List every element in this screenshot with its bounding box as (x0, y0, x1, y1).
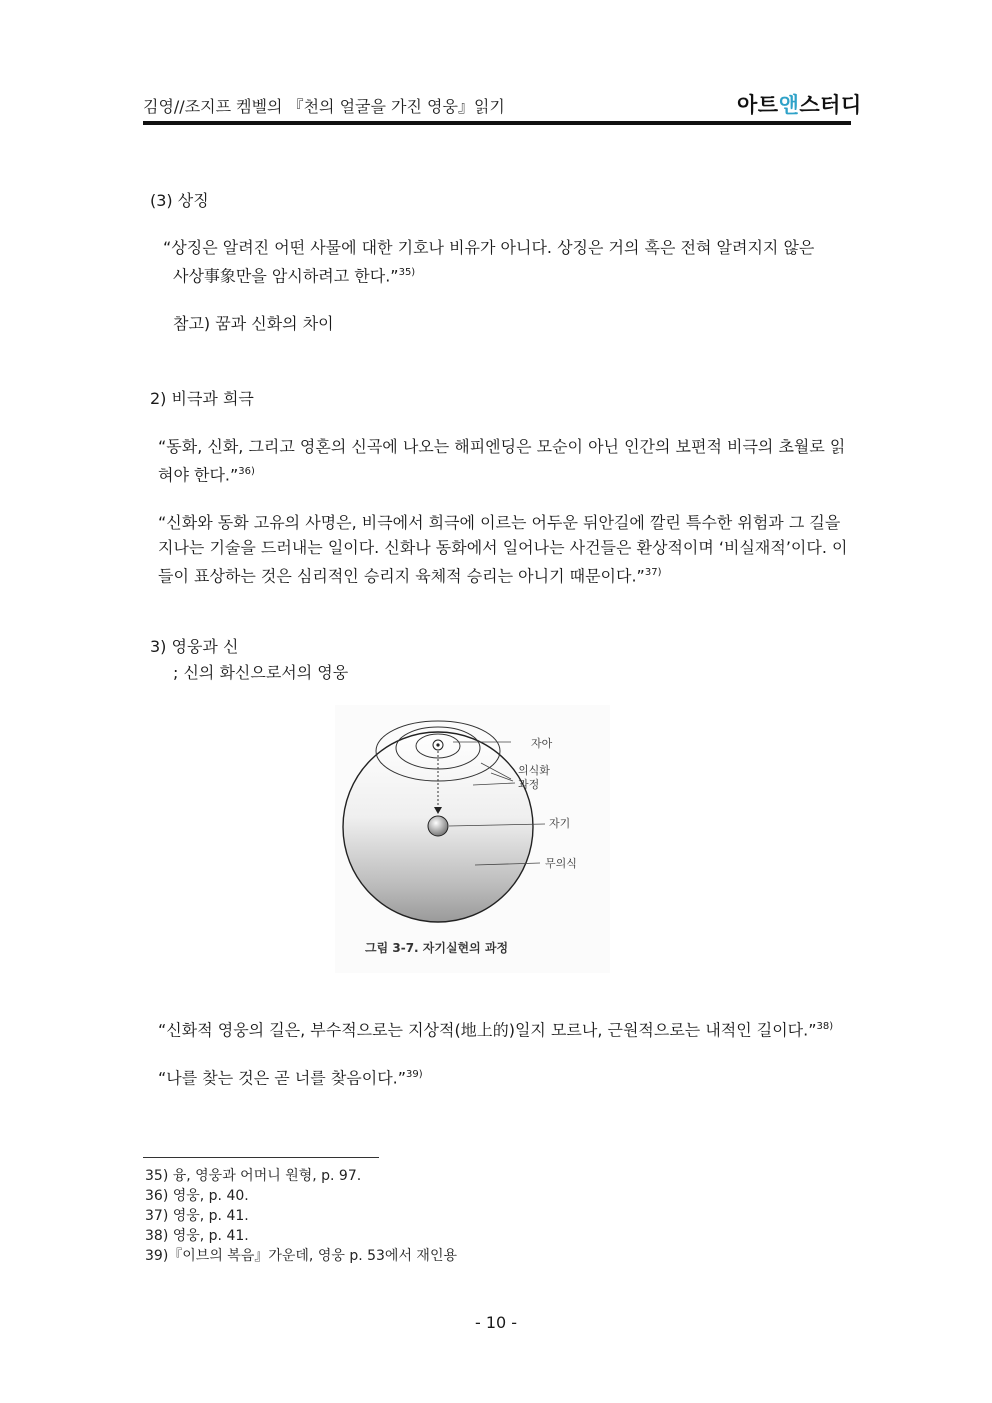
footnote-38: 38) 영웅, p. 41. (145, 1228, 249, 1244)
footnote-37: 37) 영웅, p. 41. (145, 1208, 249, 1224)
document-header-title: 김영//조지프 켐벨의 『천의 얼굴을 가진 영웅』읽기 (143, 97, 505, 116)
section-heading-hero: 3) 영웅과 신 (150, 637, 239, 656)
footnote-ref-38: 38) (816, 1021, 834, 1032)
quote-mission-line-3 (158, 560, 661, 588)
footnote-ref-35: 35) (398, 267, 416, 278)
quote-symbol-line-1: “상징은 알려진 어떤 사물에 대한 기호나 비유가 아니다. 상징은 거의 혹은 전혀 알려지지 않은 (163, 238, 815, 257)
footnote-ref-39: 39) (406, 1069, 423, 1080)
logo-text-2: 스터디 (799, 93, 862, 117)
quote-hero-path-text: “신화적 영웅의 길은, 부수적으로는 지상적(地上的)일지 모르나, 근원적으로는 내적인 길이다.” (158, 1020, 817, 1040)
quote-happy-ending-line-1: “동화, 신화, 그리고 영혼의 신곡에 나오는 해피엔딩은 모순이 아닌 인간의 보편적 비극의 초월로 읽 (158, 437, 846, 456)
quote-symbol-text: 사상事象만을 암시하려고 한다.” (173, 266, 399, 286)
header-divider (143, 121, 851, 125)
label-conscious-1: 의식화 (518, 764, 550, 777)
quote-symbol-line-2 (173, 260, 415, 288)
logo-text-accent: 앤 (778, 93, 800, 117)
quote-mission-line-1: “신화와 동화 고유의 사명은, 비극에서 희극에 이르는 어두운 뒤안길에 깔린 특수한 위험과 그 길을 (158, 513, 841, 532)
footnote-ref-37: 37) (644, 567, 662, 578)
page-number: - 10 - (474, 1313, 518, 1332)
quote-happy-ending-line-2 (158, 459, 255, 487)
quote-find-self-text: “나를 찾는 것은 곧 너를 찾음이다.” (158, 1068, 407, 1088)
footnote-ref-36: 36) (238, 466, 255, 477)
footnote-36: 36) 영웅, p. 40. (145, 1188, 249, 1204)
logo-text-1: 아트 (737, 93, 779, 117)
quote-hero-path (158, 1014, 833, 1042)
self-circle (428, 816, 448, 836)
quote-find-self (158, 1062, 423, 1090)
section-heading-tragedy: 2) 비극과 희극 (150, 389, 254, 408)
label-conscious-2: 과정 (518, 778, 540, 791)
footnote-39: 39)『이브의 복음』가운데, 영웅 p. 53에서 재인용 (145, 1248, 457, 1264)
ego-dot (436, 743, 439, 746)
footnote-divider (143, 1157, 379, 1158)
figure-caption: 그림 3-7. 자기실현의 과정 (365, 941, 509, 955)
footnote-35: 35) 융, 영웅과 어머니 원형, p. 97. (145, 1168, 362, 1184)
quote-mission-text: 들이 표상하는 것은 심리적인 승리지 육체적 승리는 아니기 때문이다.” (158, 566, 645, 586)
figure-self-realization (335, 705, 610, 973)
label-ego: 자아 (531, 737, 553, 750)
label-self: 자기 (549, 817, 571, 830)
label-unconscious: 무의식 (545, 857, 577, 870)
section-subheading-hero: ; 신의 화신으로서의 영웅 (173, 663, 349, 682)
note-dream-myth: 참고) 꿈과 신화의 차이 (173, 314, 334, 333)
quote-happy-ending-text: 혀야 한다.” (158, 465, 239, 485)
quote-mission-line-2: 지나는 기술을 드러내는 일이다. 신화나 동화에서 일어나는 사건들은 환상적이며 ‘비실재적’이다. 이 (158, 538, 848, 557)
self-realization-diagram (335, 705, 610, 973)
brand-logo (737, 89, 862, 119)
section-heading-symbol: (3) 상징 (150, 191, 209, 210)
